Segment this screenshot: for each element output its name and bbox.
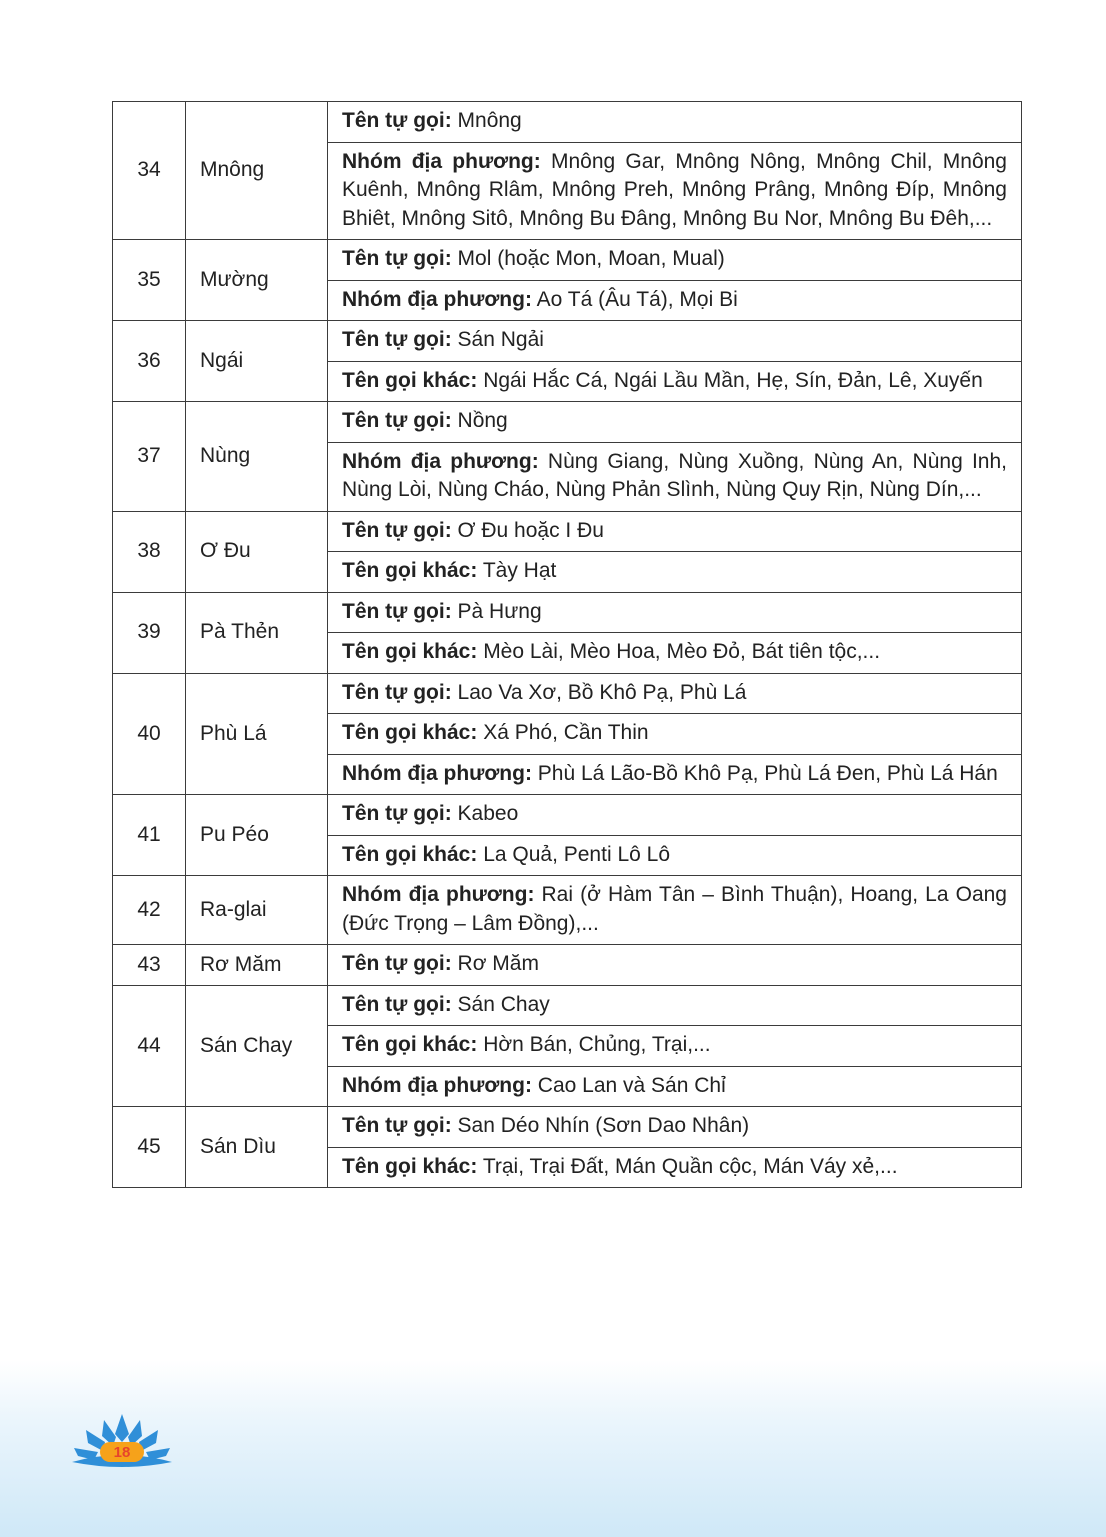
row-number: 38 [113,511,186,592]
field-label: Nhóm địa phương: [342,1073,532,1097]
table-row [113,876,1022,945]
row-number: 45 [113,1107,186,1188]
field-label: Nhóm địa phương: [342,883,535,906]
page-number: 18 [113,1444,131,1461]
ethnic-group-name: Pà Thẻn [186,592,328,673]
field-label: Tên tự gọi: [342,1114,452,1137]
name-info-cell [328,280,1022,321]
name-info-cell [328,321,1022,362]
row-number: 37 [113,402,186,512]
name-info-cell [328,673,1022,714]
table-row [113,321,1022,362]
field-value: Mèo Lài, Mèo Hoa, Mèo Đỏ, Bát tiên tộc,... [477,640,881,663]
name-info-cell [328,552,1022,593]
field-value: Tày Hạt [477,559,557,582]
lotus-icon [72,1410,172,1476]
field-label: Tên tự gọi: [342,802,452,825]
name-info-cell [328,442,1022,511]
row-number: 42 [113,876,186,945]
name-info-cell [328,714,1022,755]
name-info-cell [328,402,1022,443]
table-row [113,795,1022,836]
name-info-cell [328,1147,1022,1188]
field-label: Tên tự gọi: [342,109,452,132]
field-label: Tên tự gọi: [342,680,452,704]
field-value: Mnông [451,109,522,132]
field-value: Rai (ở Hàm Tân – Bình Thuận), Hoang, La Oang (Đức Trọng – Lâm Đồng),... [342,883,1007,935]
name-info-cell [328,361,1022,402]
field-value: Phù Lá Lão-Bồ Khô Pạ, Phù Lá Đen, Phù Lá Hán [531,761,998,785]
field-label: Tên gọi khác: [342,368,478,392]
row-number: 35 [113,240,186,321]
ethnic-group-name: Phù Lá [186,673,328,795]
field-value: Pà Hưng [451,599,542,623]
row-number: 40 [113,673,186,795]
name-info-cell [328,1026,1022,1067]
name-info-cell [328,795,1022,836]
ethnic-group-name: Mường [186,240,328,321]
table-row [113,1107,1022,1148]
field-label: Nhóm địa phương: [342,149,541,173]
field-label: Tên gọi khác: [342,721,478,744]
name-info-cell [328,835,1022,876]
table-row [113,511,1022,552]
table-row [113,102,1022,143]
ethnic-group-name: Rơ Măm [186,945,328,986]
name-info-cell [328,592,1022,633]
field-label: Tên tự gọi: [342,328,452,351]
field-value: Sán Ngải [451,328,544,351]
ethnic-group-name: Sán Chay [186,985,328,1107]
ethnic-groups-table [112,101,1022,1188]
name-info-cell [328,876,1022,945]
row-number: 43 [113,945,186,986]
field-value: Sán Chay [451,992,550,1016]
name-info-cell [328,142,1022,240]
name-info-cell [328,754,1022,795]
page-number-badge [72,1410,172,1476]
field-value: Mnông Gar, Mnông Nông, Mnông Chil, Mnông Kuênh, Mnông Rlâm, Mnông Preh, Mnông Prâng, Mnông Đíp, Mnông Bhiêt, Mnông Sitô, Mnông Bu Đâng, Mnông Bu Nor, Mnông Bu Đêh,... [342,149,1007,230]
field-value: Ngái Hắc Cá, Ngái Lầu Mần, Hẹ, Sín, Đản, Lê, Xuyến [477,368,983,392]
name-info-cell [328,945,1022,986]
field-value: Mol (hoặc Mon, Moan, Mual) [451,247,725,270]
table-row [113,985,1022,1026]
field-value: Ơ Đu hoặc I Đu [451,518,604,542]
field-label: Tên tự gọi: [342,992,452,1016]
field-label: Nhóm địa phương: [342,761,532,785]
table-row [113,240,1022,281]
table-row [113,673,1022,714]
field-value: Hờn Bán, Chủng, Trại,... [477,1033,711,1056]
ethnic-group-name: Nùng [186,402,328,512]
field-value: Rơ Măm [451,952,539,975]
row-number: 36 [113,321,186,402]
field-label: Tên gọi khác: [342,1154,478,1178]
row-number: 41 [113,795,186,876]
field-value: Trại, Trại Đất, Mán Quần cộc, Mán Váy xẻ,... [477,1154,898,1178]
name-info-cell [328,240,1022,281]
field-value: Nùng Giang, Nùng Xuồng, Nùng An, Nùng Inh, Nùng Lòi, Nùng Cháo, Nùng Phản Slình, Nùng Quy Rịn, Nùng Dín,... [342,449,1007,501]
field-label: Nhóm địa phương: [342,449,539,473]
field-value: Lao Va Xơ, Bồ Khô Pạ, Phù Lá [451,680,747,704]
ethnic-group-name: Sán Dìu [186,1107,328,1188]
field-label: Tên gọi khác: [342,640,478,663]
field-value: Xá Phó, Cần Thin [477,721,649,744]
ethnic-group-name: Pu Péo [186,795,328,876]
field-label: Nhóm địa phương: [342,287,532,311]
field-label: Tên tự gọi: [342,518,452,542]
field-value: Kabeo [451,802,519,825]
ethnic-group-name: Ơ Đu [186,511,328,592]
name-info-cell [328,985,1022,1026]
name-info-cell [328,633,1022,674]
ethnic-group-name: Ra-glai [186,876,328,945]
field-value: Cao Lan và Sán Chỉ [531,1073,726,1097]
ethnic-group-name: Ngái [186,321,328,402]
name-info-cell [328,511,1022,552]
table-row [113,945,1022,986]
field-value: Nồng [451,409,508,432]
table-row [113,402,1022,443]
name-info-cell [328,102,1022,143]
field-label: Tên tự gọi: [342,247,452,270]
field-label: Tên gọi khác: [342,1033,478,1056]
field-value: Ao Tá (Âu Tá), Mọi Bi [531,287,738,311]
field-label: Tên gọi khác: [342,559,478,582]
field-label: Tên tự gọi: [342,599,452,623]
row-number: 44 [113,985,186,1107]
field-label: Tên gọi khác: [342,842,478,866]
table-row [113,592,1022,633]
field-label: Tên tự gọi: [342,409,452,432]
field-value: San Déo Nhín (Sơn Dao Nhân) [451,1114,750,1137]
row-number: 34 [113,102,186,240]
name-info-cell [328,1066,1022,1107]
row-number: 39 [113,592,186,673]
field-label: Tên tự gọi: [342,952,452,975]
field-value: La Quả, Penti Lô Lô [477,842,670,866]
name-info-cell [328,1107,1022,1148]
ethnic-group-name: Mnông [186,102,328,240]
